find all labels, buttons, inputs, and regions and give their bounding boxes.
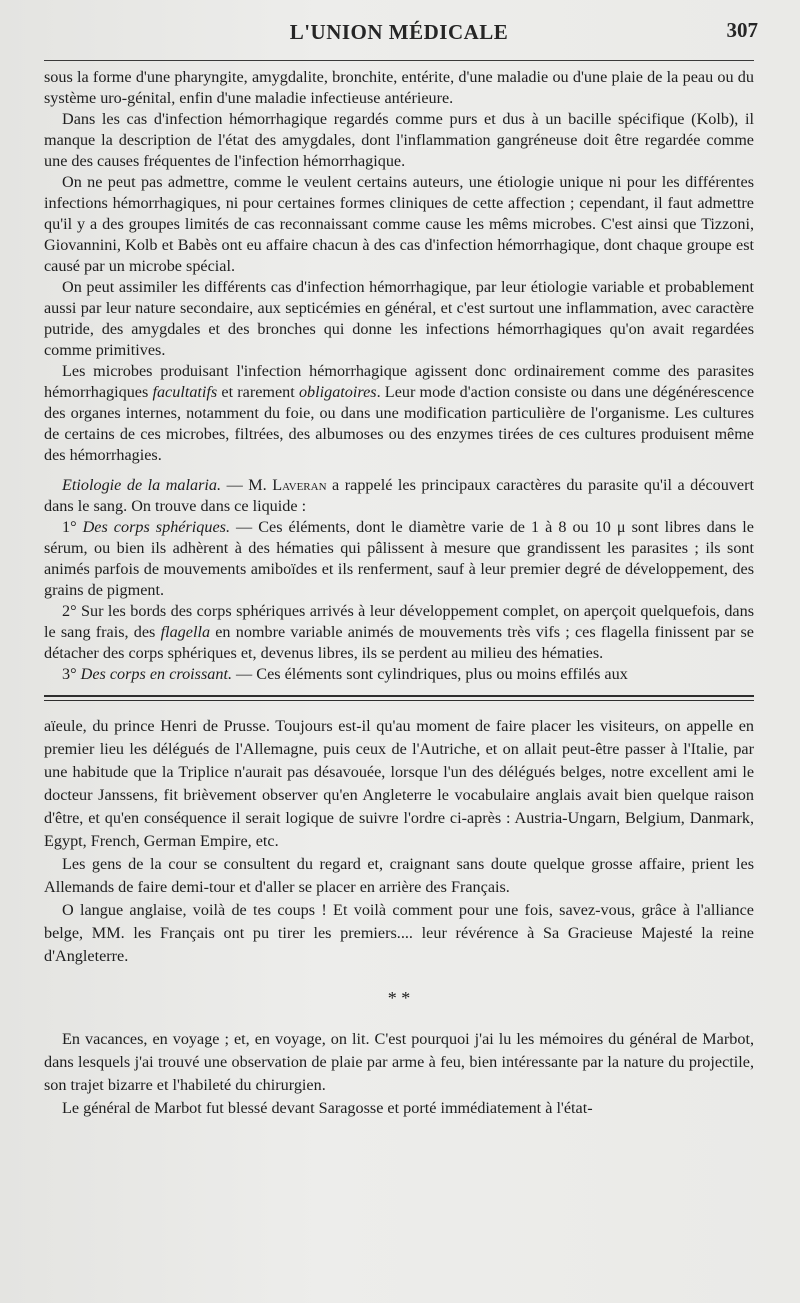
asterism: * * bbox=[387, 988, 411, 1008]
text-span: — M. bbox=[221, 476, 273, 494]
text-span: et rarement bbox=[217, 383, 299, 401]
paragraph-2: Dans les cas d'infection hémorrhagique regardés comme purs et dus à un bacille spécifique (Kolb), il manque la description de l'état des amygdales, dont l'inflammation gangréneuse doit être regardée comme une des causes fréquentes de l'infection hémorrhagique. bbox=[44, 110, 754, 170]
text-span: — Ces éléments, dont le diamètre varie de 1 à 8 ou 10 μ sont libres dans le sérum, ou bien ils adhèrent à des hématies qui pâlissent à mesure que grandissent les parasites ; ils sont animés parfois de mouvements amiboïdes et ils renferment, sauf à leur premier degré de développement, des grains de pigment. bbox=[44, 518, 754, 599]
running-head bbox=[44, 18, 758, 54]
item-heading: Des corps sphériques. bbox=[82, 518, 230, 536]
feuilleton-paragraph-5: Le général de Marbot fut blessé devant Saragosse et porté immédiatement à l'état- bbox=[62, 1099, 593, 1117]
list-item-2 bbox=[44, 601, 754, 664]
paragraph-3: On ne peut pas admettre, comme le veulent certains auteurs, une étiologie unique ni pour les différentes infections hémorrhagiques, ni pour certaines formes cliniques de cette affection ; cependant, il faut admettre qu'il y a des groupes limités de cas reconnaissant comme cause les mêms microbes. C'est ainsi que Tizzoni, Giovannini, Kolb et Babès ont eu affaire chacun à des cas d'infection hémorrhagique, dont chaque groupe est causé par un microbe spécial. bbox=[44, 173, 754, 275]
item-heading: Des corps en croissant. bbox=[80, 665, 232, 683]
feuilleton-paragraph-4: En vacances, en voyage ; et, en voyage, on lit. C'est pourquoi j'ai lu les mémoires du général de Marbot, dans lesquels j'ai trouvé une observation de plaie par arme à feu, bien intéressante par la nature du projectile, son trajet bizarre et l'habileté du chirurgien. bbox=[44, 1030, 754, 1094]
feuilleton-paragraph-3: O langue anglaise, voilà de tes coups ! Et voilà comment pour une fois, savez-vous, grâce à l'alliance belge, MM. les Français ont pu tirer les premiers.... leur révérence à Sa Gracieuse Majesté la reine d'Angleterre. bbox=[44, 901, 754, 965]
paragraph-5 bbox=[44, 361, 754, 466]
article-section bbox=[44, 67, 754, 685]
text-span: 2° Sur les bords des corps sphériques arrivés à leur développement complet, on aperçoit quelquefois, dans le sang frais, des bbox=[44, 602, 754, 641]
text-span: — Ces éléments sont cylindriques, plus ou moins effilés aux bbox=[232, 665, 628, 683]
text-span: en nombre variable animés de mouvements très vifs ; ces flagella finissent par se détacher des corps sphériques et, devenus libres, ils se perdent au milieu des hématies. bbox=[44, 623, 754, 662]
text-span: a rappelé les principaux caractères du parasite qu'il a découvert dans le sang. On trouve dans ce liquide : bbox=[44, 476, 754, 515]
list-item-3 bbox=[44, 664, 754, 685]
feuilleton-paragraph-2: Les gens de la cour se consultent du regard et, craignant sans doute quelque grosse affaire, prient les Allemands de faire demi-tour et d'aller se placer en arrière des Français. bbox=[44, 855, 754, 896]
feuilleton-divider bbox=[44, 695, 754, 701]
paragraph-1: sous la forme d'une pharyngite, amygdalite, bronchite, entérite, d'une maladie ou d'une plaie de la peau ou du système uro-génital, enfin d'une maladie infectieuse antérieure. bbox=[44, 68, 754, 107]
text-span: Les microbes produisant l'infection hémorrhagique agissent donc ordinairement comme des parasites hémorrhagiques bbox=[44, 362, 754, 401]
paragraph-4: On peut assimiler les différents cas d'infection hémorrhagique, par leur étiologie variable et probablement aussi par leur nature secondaire, aux septicémies en général, et c'est surtout une inflammation, avec caractère putride, des amygdales et des bronches qui donne les infections hémorrhagiques qu'on avait regardées comme primitives. bbox=[44, 278, 754, 359]
item-number: 3° bbox=[62, 665, 81, 683]
author-name: Laveran bbox=[272, 476, 327, 494]
page-number: 307 bbox=[726, 18, 758, 42]
paragraph-malaria bbox=[44, 475, 754, 517]
section-heading: Etiologie de la malaria. bbox=[62, 476, 222, 494]
feuilleton-paragraph-1: aïeule, du prince Henri de Prusse. Toujours est-il qu'au moment de faire placer les visiteurs, on appelle en premier lieu les délégués de l'Allemagne, puis ceux de l'Autriche, et on allait peut-être passer à l'Italie, par une habitude que la Triplice n'aurait pas désavouée, lorsque l'un des délégués belges, notre excellent ami le docteur Janssens, fit brièvement observer qu'en Angleterre le vocabulaire anglais avait bien quelque raison d'être, et qu'en conséquence il serait logique de suivre l'ordre ci-après : Austria-Ungarn, Belgium, Danmark, Egypt, French, German Empire, etc. bbox=[44, 717, 754, 850]
text-span: . Leur mode d'action consiste ou dans une dégénérescence des organes internes, notamment du foie, ou dans une modification particulière de l'organisme. Les cultures de certains de ces microbes, filtrées, des albumoses ou des enzymes tirées de ces cultures produisent même des hémorrhagies. bbox=[44, 383, 755, 464]
italic-term: facultatifs bbox=[152, 383, 218, 401]
list-item-1 bbox=[44, 517, 754, 601]
journal-title: L'UNION MÉDICALE bbox=[289, 20, 509, 44]
italic-term: flagella bbox=[160, 623, 211, 641]
italic-term: obligatoires bbox=[298, 383, 377, 401]
item-number: 1° bbox=[62, 518, 83, 536]
header-rule bbox=[44, 60, 754, 61]
feuilleton-section bbox=[44, 715, 754, 1120]
